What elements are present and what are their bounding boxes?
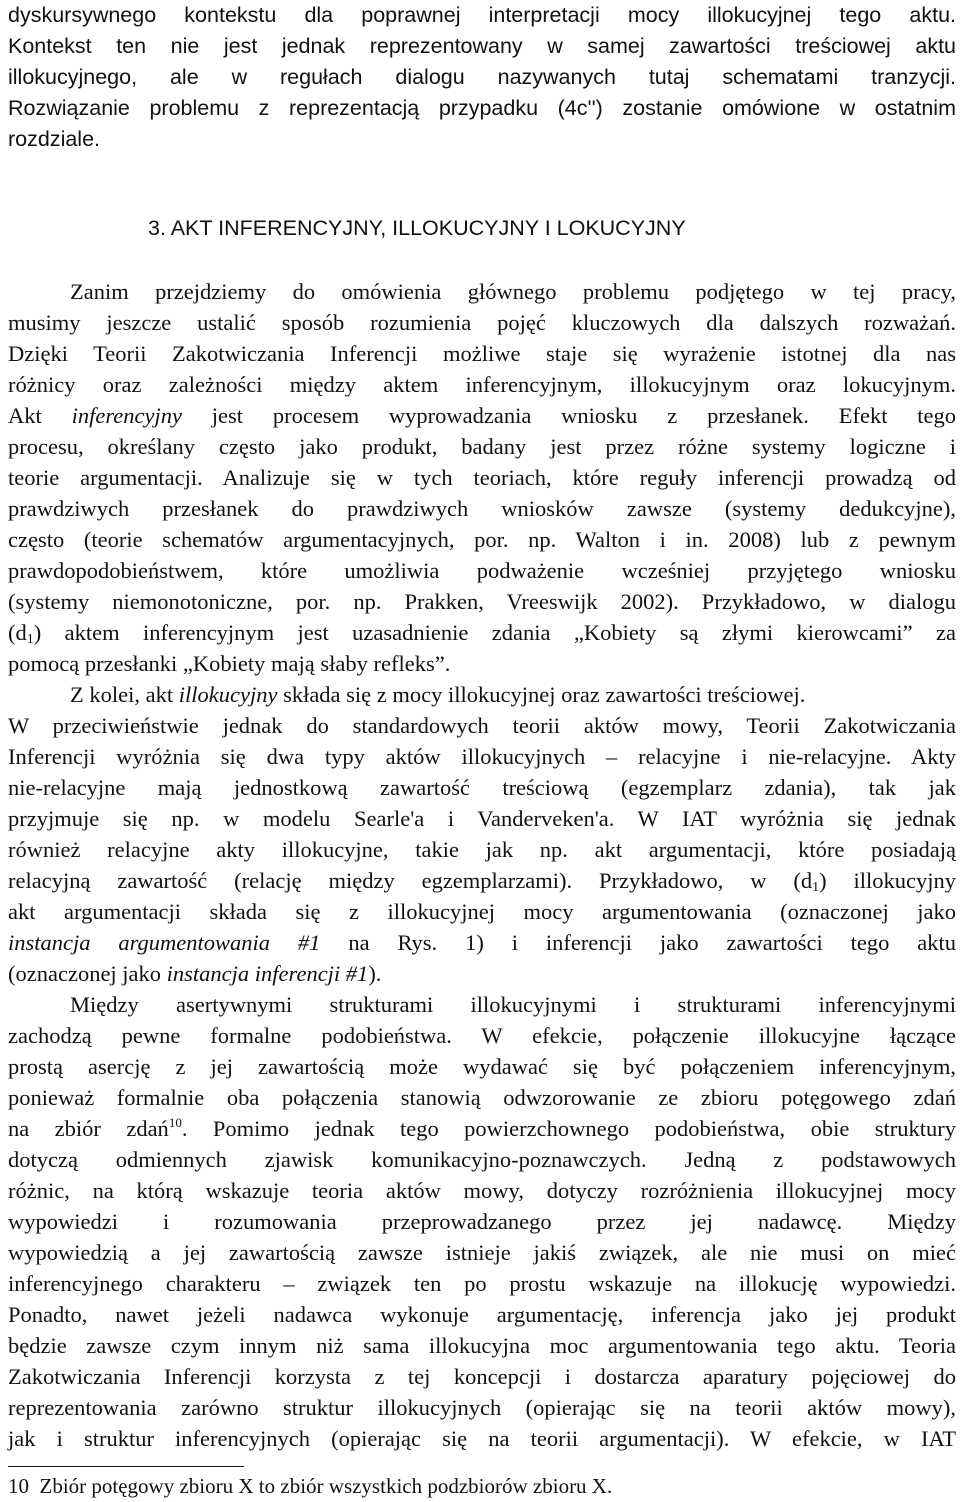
text-span: składa się z mocy illokucyjnej oraz zawartości treściowej.: [277, 682, 806, 707]
text-line: jak i struktur inferencyjnych (opierając się na teorii argumentacji). W efekcie, w IAT: [8, 1426, 956, 1451]
subscript: 1: [812, 880, 820, 895]
text-line: reprezentowania zarówno struktur illokucyjnych (opierając się na teorii aktów mowy),: [8, 1395, 956, 1420]
text-line: W przeciwieństwie jednak do standardowych teorii aktów mowy, Teorii Zakotwiczania: [8, 713, 956, 738]
text-line: Inferencji wyróżnia się dwa typy aktów illokucyjnych – relacyjne i nie-relacyjne. Akty: [8, 744, 956, 769]
text-line: Między asertywnymi strukturami illokucyjnymi i strukturami inferencyjnymi: [70, 992, 956, 1017]
section-heading: 3. AKT INFERENCYJNY, ILLOKUCYJNY I LOKUCYJNY: [148, 216, 686, 240]
text-line: akt argumentacji składa się z illokucyjnej mocy argumentowania (oznaczonej jako: [8, 899, 956, 924]
footnote-text: Zbiór potęgowy zbioru X to zbiór wszystkich podzbiorów zbioru X.: [39, 1474, 613, 1498]
text-span: Z kolei, akt: [70, 682, 179, 707]
text-line: musimy jeszcze ustalić sposób rozumienia pojęć kluczowych dla dalszych rozważań.: [8, 310, 956, 335]
text-line: Rozwiązanie problemu z reprezentacją przypadku (4c'') zostanie omówione w ostatnim: [8, 96, 956, 120]
text-line: illokucyjnego, ale w regułach dialogu nazywanych tutaj schematami tranzycji.: [8, 65, 956, 89]
text-line: dotyczą odmiennych zjawisk komunikacyjno-poznawczych. Jedną z podstawowych: [8, 1147, 956, 1172]
text-line: przyjmuje się np. w modelu Searle'a i Vanderveken'a. W IAT wyróżnia się jednak: [8, 806, 956, 831]
text-line: ponieważ formalnie oba połączenia stanowią odwzorowanie ze zbioru potęgowego zdań: [8, 1085, 956, 1110]
text-line: rozdziale.: [8, 127, 101, 151]
text-line: prawdziwych przesłanek do prawdziwych wniosków zawsze (systemy dedukcyjne),: [8, 496, 956, 521]
italic-term: instancja argumentowania #1: [8, 930, 321, 955]
text-span: (oznaczonej jako: [8, 961, 167, 986]
text-line: będzie zawsze czym innym niż sama illokucyjna moc argumentowania tego aktu. Teoria: [8, 1333, 956, 1358]
text-span: . Pomimo jednak tego powierzchownego podobieństwa, obie struktury: [181, 1116, 956, 1141]
text-line: teorie argumentacji. Analizuje się w tych teoriach, które reguły inferencji prowadzą od: [8, 465, 956, 490]
subscript: 1: [26, 632, 34, 647]
text-line: pomocą przesłanki „Kobiety mają słaby refleks”.: [8, 651, 451, 676]
text-line: [8, 1113, 956, 1144]
text-line: różnic, na którą wskazuje teoria aktów mowy, dotyczy rozróżnienia illokucyjnej mocy: [8, 1178, 956, 1203]
italic-term: inferencyjny: [71, 403, 182, 428]
italic-term: instancja inferencji #1: [166, 961, 369, 986]
text-line: dyskursywnego kontekstu dla poprawnej interpretacji mocy illokucyjnej tego aktu.: [8, 3, 956, 27]
text-line: Zakotwiczania Inferencji korzysta z tej koncepcji i dostarcza aparatury pojęciowej do: [8, 1364, 956, 1389]
text-line: Ponadto, nawet jeżeli nadawca wykonuje argumentację, inferencja jako jej produkt: [8, 1302, 956, 1327]
text-line: [8, 958, 956, 989]
text-line: inferencyjnego charakteru – związek ten po prostu wskazuje na illokucję wypowiedzi.: [8, 1271, 956, 1296]
text-line: prawdopodobieństwem, które umożliwia podważenie wcześniej przyjętego wniosku: [8, 558, 956, 583]
footnote-number: 10: [8, 1474, 29, 1498]
text-line: [70, 679, 805, 710]
text-line: (systemy niemonotoniczne, por. np. Prakken, Vreeswijk 2002). Przykładowo, w dialogu: [8, 589, 956, 614]
text-line: często (teorie schematów argumentacyjnych, por. np. Walton i in. 2008) lub z pewnym: [8, 527, 956, 552]
text-line: [8, 617, 956, 648]
text-line: wypowiedzią a jej zawartością zawsze istnieje jakiś związek, ale nie musi on mieć: [8, 1240, 956, 1265]
text-line: wypowiedzi i rozumowania przeprowadzanego przez jej nadawcę. Między: [8, 1209, 956, 1234]
text-line: Zanim przejdziemy do omówienia głównego problemu podjętego w tej pracy,: [70, 279, 956, 304]
text-span: (d: [8, 620, 27, 645]
text-span: relacyjną zawartość (relację między egzemplarzami). Przykładowo, w (d: [8, 868, 813, 893]
text-line: prostą asercję z jej zawartością może wydawać się być połączeniem inferencyjnym,: [8, 1054, 956, 1079]
text-line: [8, 400, 956, 431]
text-span: Akt: [8, 403, 72, 428]
italic-term: illokucyjny: [178, 682, 278, 707]
text-line: zachodzą pewne formalne podobieństwa. W efekcie, połączenie illokucyjne łączące: [8, 1023, 956, 1048]
text-line: Kontekst ten nie jest jednak reprezentowany w samej zawartości treściowej aktu: [8, 34, 956, 58]
text-span: na Rys. 1) i inferencji jako zawartości tego aktu: [320, 930, 956, 955]
text-span: jest procesem wyprowadzania wniosku z przesłanek. Efekt tego: [181, 403, 957, 428]
footnote-ref[interactable]: 10: [168, 1115, 182, 1130]
text-span: na zbiór zdań: [8, 1116, 169, 1141]
text-span: ) illokucyjny: [819, 868, 956, 893]
text-line: procesu, określany często jako produkt, badany jest przez różne systemy logiczne i: [8, 434, 956, 459]
footnote-divider: [8, 1466, 244, 1467]
text-line: nie-relacyjne mają jednostkową zawartość treściową (egzemplarz zdania), tak jak: [8, 775, 956, 800]
footnote: [8, 1472, 612, 1500]
text-line: [8, 865, 956, 896]
text-span: ) aktem inferencyjnym jest uzasadnienie zdania „Kobiety są złymi kierowcami” za: [33, 620, 956, 645]
text-line: Dzięki Teorii Zakotwiczania Inferencji możliwe staje się wyrażenie istotnej dla nas: [8, 341, 956, 366]
text-line: również relacyjne akty illokucyjne, takie jak np. akt argumentacji, które posiadają: [8, 837, 956, 862]
text-span: ).: [368, 961, 382, 986]
text-line: różnicy oraz zależności między aktem inferencyjnym, illokucyjnym oraz lokucyjnym.: [8, 372, 956, 397]
text-line: [8, 927, 956, 958]
